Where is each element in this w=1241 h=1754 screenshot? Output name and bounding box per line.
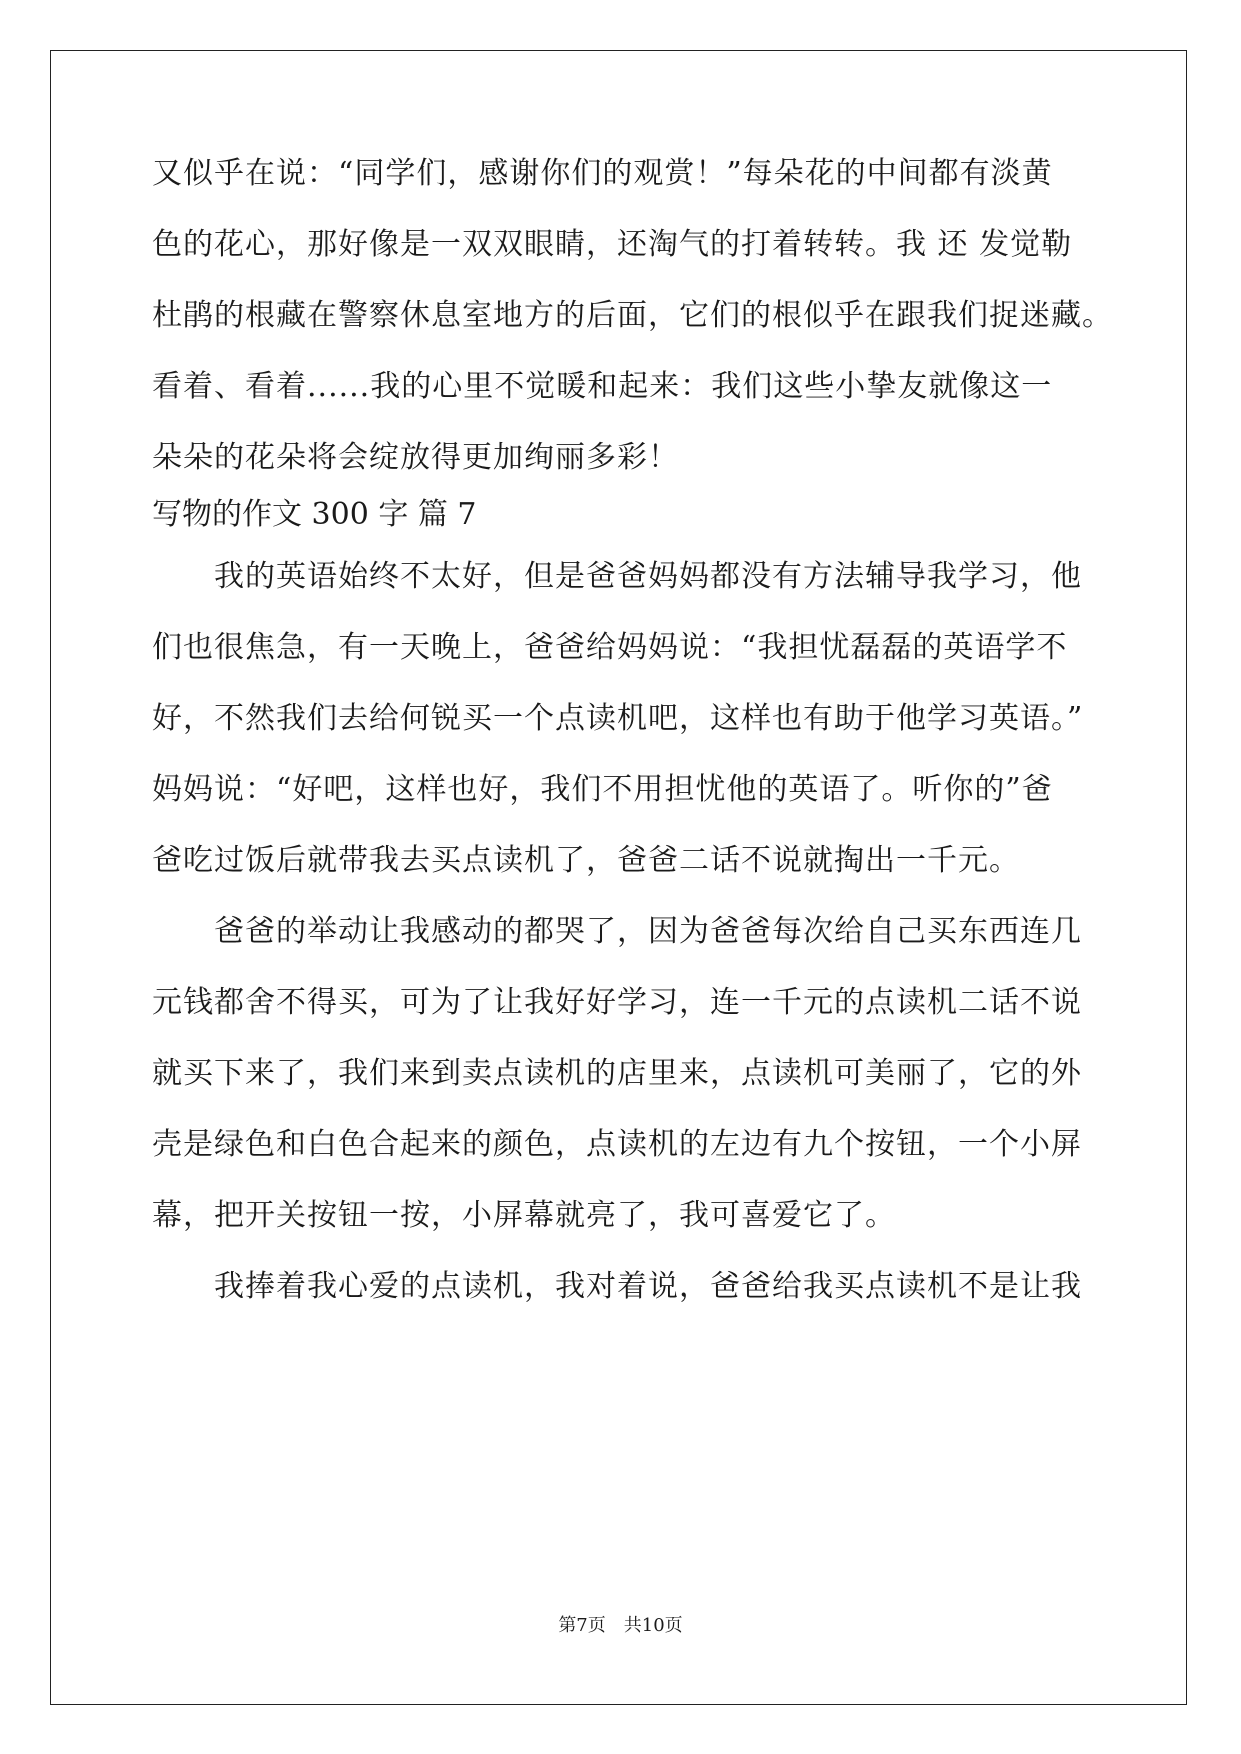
text-line: 杜鹃的根藏在警察休息室地方的后面，它们的根似乎在跟我们捉迷藏。 [152,298,1113,333]
text-line: 元钱都舍不得买，可为了让我好好学习，连一千元的点读机二话不说 [152,985,1082,1020]
text-line: 们也很焦急，有一天晚上，爸爸给妈妈说：“我担忧磊磊的英语学不 [152,630,1068,665]
text-line: 好，不然我们去给何锐买一个点读机吧，这样也有助于他学习英语。” [152,701,1084,736]
text-line: 朵朵的花朵将会绽放得更加绚丽多彩！ [152,440,679,475]
paragraph-first-line: 我捧着我心爱的点读机，我对着说，爸爸给我买点读机不是让我 [214,1269,1082,1304]
text-line: 看着、看着......我的心里不觉暖和起来：我们这些小挚友就像这一 [152,369,1053,404]
text-line: 壳是绿色和白色合起来的颜色，点读机的左边有九个按钮，一个小屏 [152,1127,1082,1162]
paragraph-first-line: 爸爸的举动让我感动的都哭了，因为爸爸每次给自己买东西连几 [214,914,1082,949]
text-line: 妈妈说：“好吧，这样也好，我们不用担忧他的英语了。听你的”爸 [152,772,1053,807]
page-number: 第7页 共10页 [558,1615,683,1636]
section-heading: 写物的作文 300 字 篇 7 [152,497,477,532]
text-line: 爸吃过饭后就带我去买点读机了，爸爸二话不说就掏出一千元。 [152,843,1020,878]
document-body [152,150,1113,1304]
text-line: 幕，把开关按钮一按，小屏幕就亮了，我可喜爱它了。 [152,1198,896,1233]
text-line: 又似乎在说：“同学们，感谢你们的观赏！”每朵花的中间都有淡黄 [152,156,1053,191]
text-line: 就买下来了，我们来到卖点读机的店里来，点读机可美丽了，它的外 [152,1056,1082,1091]
paragraph-first-line: 我的英语始终不太好，但是爸爸妈妈都没有方法辅导我学习，他 [214,559,1082,594]
text-line: 色的花心，那好像是一双双眼睛，还淘气的打着转转。我 还 发觉勒 [152,227,1073,262]
